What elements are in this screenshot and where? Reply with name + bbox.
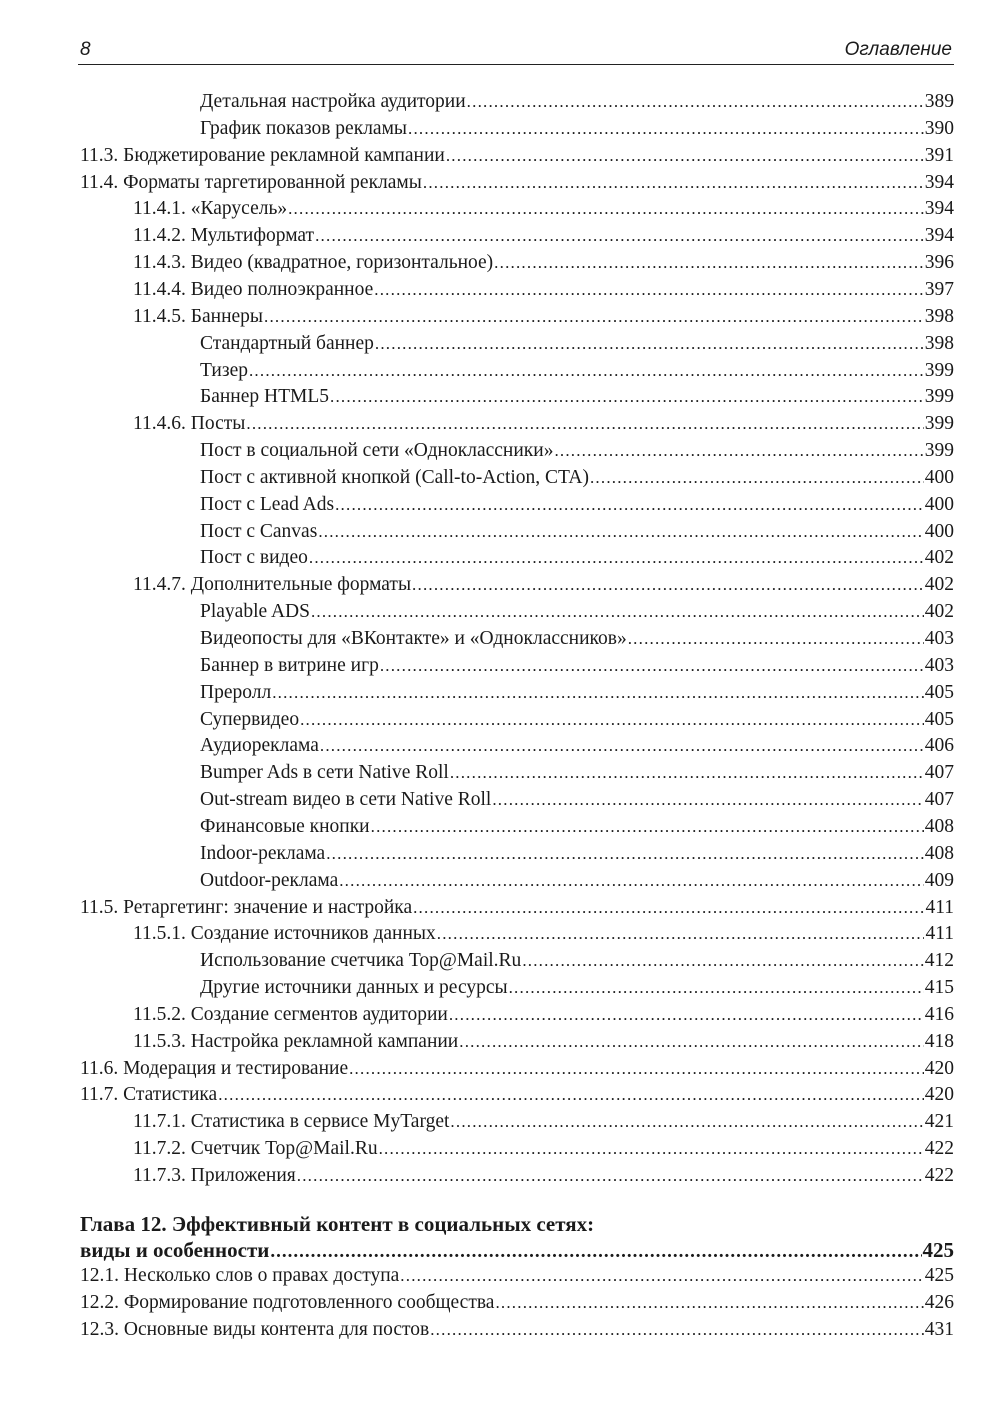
toc-entry-page: 397 [924, 278, 954, 300]
toc-entry-page: 420 [924, 1057, 954, 1079]
dot-leader [379, 1136, 924, 1162]
toc-entry-title: 11.5. Ретаргетинг: значение и настройка [80, 896, 413, 918]
toc-entry-title: Детальная настройка аудитории [200, 91, 466, 112]
toc-entry-page: 421 [924, 1111, 954, 1133]
toc-entry-title: Playable ADS [200, 601, 310, 623]
toc-entry-page: 420 [924, 1084, 954, 1106]
toc-entry[interactable] [200, 519, 954, 545]
toc-entry[interactable] [200, 331, 954, 357]
toc-entry[interactable] [133, 1002, 954, 1028]
dot-leader [288, 196, 924, 222]
dot-leader [509, 975, 924, 1001]
dot-leader [430, 1317, 924, 1343]
toc-entry-page: 391 [924, 144, 954, 166]
toc-entry-title: 11.5.3. Настройка рекламной кампании [133, 1030, 459, 1052]
toc-entry-page: 407 [924, 789, 954, 811]
toc-entry-page: 402 [924, 547, 954, 569]
toc-entry-title: Баннер HTML5 [200, 386, 329, 408]
toc-entry[interactable] [200, 680, 954, 706]
toc-entry-title: Финансовые кнопки [200, 815, 370, 837]
dot-leader [326, 841, 924, 867]
toc-entry[interactable] [133, 277, 954, 303]
page-header [78, 34, 954, 65]
toc-entry-page: 412 [924, 950, 954, 972]
toc-entry-title: Преролл [200, 681, 272, 703]
toc-entry[interactable] [133, 921, 954, 947]
dot-leader [412, 572, 924, 598]
toc-entry-page: 400 [924, 520, 954, 542]
dot-leader [297, 1163, 924, 1189]
toc-entry-page: 408 [924, 842, 954, 864]
dot-leader [339, 868, 924, 894]
toc-entry-page: 399 [924, 413, 954, 435]
toc-entry-page: 426 [924, 1292, 954, 1313]
toc-entry-title: Пост в социальной сети «Одноклассники» [200, 440, 554, 462]
dot-leader [300, 707, 924, 733]
toc-entry-title: 11.4.4. Видео полноэкранное [133, 278, 374, 300]
dot-leader [249, 358, 924, 384]
toc-entry-page: 407 [924, 762, 954, 784]
toc-entry[interactable] [133, 250, 954, 276]
toc-entry-page: 396 [924, 252, 954, 274]
toc-entry[interactable] [133, 1163, 954, 1189]
toc-entry-page: 403 [924, 654, 954, 676]
toc-entry[interactable] [200, 465, 954, 491]
toc-entry-title: 12.3. Основные виды контента для постов [80, 1319, 430, 1340]
dot-leader [371, 814, 924, 840]
toc-entry-page: 416 [924, 1003, 954, 1025]
toc-entry-page: 403 [924, 628, 954, 649]
dot-leader [450, 1109, 923, 1135]
toc-entry[interactable] [200, 89, 954, 115]
dot-leader [423, 170, 924, 196]
dot-leader [492, 787, 923, 813]
toc-entry[interactable] [200, 841, 954, 867]
toc-entry[interactable] [200, 438, 954, 464]
dot-leader [309, 545, 924, 571]
toc-entry-title: Пост с Lead Ads [200, 493, 335, 515]
toc-entry[interactable] [200, 653, 954, 679]
dot-leader [450, 760, 924, 786]
dot-leader [330, 384, 924, 410]
toc-entry[interactable] [133, 1029, 954, 1055]
toc-entry[interactable] [133, 304, 954, 330]
dot-leader [522, 948, 923, 974]
dot-leader [628, 626, 924, 652]
toc-entry-title: Пост с активной кнопкой (Call-to-Action, CTA) [200, 466, 589, 488]
toc-entry-title: График показов рекламы [200, 117, 408, 139]
dot-leader [494, 250, 924, 276]
toc-entry-title: 11.3. Бюджетирование рекламной кампании [80, 144, 445, 166]
dot-leader [408, 116, 924, 142]
toc-entry[interactable] [80, 895, 954, 921]
toc-entry-title: Видеопосты для «ВКонтакте» и «Одноклассников» [200, 628, 627, 649]
toc-entry[interactable] [200, 626, 954, 652]
dot-leader [218, 1082, 924, 1108]
toc-entry-title: 11.7. Статистика [80, 1084, 218, 1106]
toc-entry-title: 12.2. Формирование подготовленного сообщества [80, 1292, 495, 1313]
toc-entry-page: 422 [924, 1138, 954, 1160]
toc-entry-title: 12.1. Несколько слов о правах доступа [80, 1265, 400, 1286]
toc-entry-title: Стандартный баннер [200, 332, 374, 354]
dot-leader [467, 89, 924, 115]
toc-entry-title: Пост с видео [200, 547, 308, 569]
toc-entry-title: Аудиореклама [200, 735, 319, 757]
toc-entry-page: 400 [924, 466, 954, 488]
dot-leader [400, 1263, 923, 1289]
toc-entry[interactable] [200, 492, 954, 518]
toc-entry[interactable] [80, 1290, 954, 1316]
toc-entry[interactable] [80, 170, 954, 196]
toc-entry-page: 425 [924, 1265, 954, 1286]
toc-entry-title: Пост с Canvas [200, 520, 318, 542]
chapter-title-line2: виды и особенности [80, 1238, 270, 1262]
toc-entry[interactable] [80, 1317, 954, 1343]
toc-entry-page: 409 [924, 869, 954, 891]
toc-entry-title: Баннер в витрине игр [200, 654, 379, 676]
dot-leader [375, 331, 924, 357]
toc-entry-title: Тизер [200, 359, 248, 381]
toc-entry[interactable] [80, 1263, 954, 1289]
dot-leader [311, 599, 924, 625]
toc-entry-page: 390 [924, 117, 954, 139]
toc-entry[interactable] [200, 358, 954, 384]
dot-leader [315, 223, 924, 249]
toc-entry-page: 431 [924, 1319, 954, 1340]
dot-leader [554, 438, 923, 464]
toc-entry-page: 415 [924, 977, 954, 999]
toc-entry-title: 11.6. Модерация и тестирование [80, 1057, 349, 1079]
toc-entry-title: 11.4.3. Видео (квадратное, горизонтальное) [133, 252, 494, 274]
dot-leader [349, 1056, 924, 1082]
toc-entry-page: 411 [925, 896, 954, 918]
toc-entry-page: 422 [924, 1165, 954, 1186]
dot-leader [272, 680, 924, 706]
toc-entry-title: 11.4.7. Дополнительные форматы [133, 574, 412, 596]
toc-entry-title: Outdoor-реклама [200, 869, 339, 891]
dot-leader [335, 492, 924, 518]
toc-entry[interactable] [200, 599, 954, 625]
toc-entry-title: Супервидео [200, 708, 300, 730]
toc-entry-page: 399 [924, 359, 954, 381]
toc-entry-page: 389 [924, 91, 954, 112]
toc-entry[interactable] [80, 1082, 954, 1108]
dot-leader [495, 1290, 923, 1316]
dot-leader [246, 411, 923, 437]
toc-entry-title: 11.4.2. Мультиформат [133, 225, 315, 247]
dot-leader [446, 143, 924, 169]
toc-entry[interactable] [80, 1056, 954, 1082]
toc-entry-title: Bumper Ads в сети Native Roll [200, 762, 449, 784]
toc-entry-page: 402 [924, 574, 954, 596]
toc-entry-page: 400 [924, 493, 954, 515]
toc-entry-title: 11.4.1. «Карусель» [133, 198, 288, 220]
dot-leader [374, 277, 923, 303]
dot-leader [590, 465, 924, 491]
toc-entry[interactable] [200, 814, 954, 840]
chapter-title-line1: Глава 12. Эффективный контент в социальных сетях: [80, 1212, 595, 1236]
toc-entry-title: 11.7.1. Статистика в сервисе MyTarget [133, 1111, 450, 1133]
dot-leader [437, 921, 925, 947]
toc-entry-page: 399 [924, 386, 954, 408]
dot-leader [413, 895, 924, 921]
toc-entry[interactable] [133, 1136, 954, 1162]
dot-leader [320, 733, 924, 759]
toc-entry-page: 418 [924, 1030, 954, 1052]
toc-entry-page: 411 [925, 923, 954, 945]
dot-leader [459, 1029, 924, 1055]
chapter-title-row[interactable] [80, 1237, 954, 1263]
toc-entry-title: Другие источники данных и ресурсы [200, 977, 508, 999]
toc-entry-page: 398 [924, 332, 954, 354]
toc-entry-title: Out-stream видео в сети Native Roll [200, 789, 492, 811]
toc-entry[interactable] [200, 975, 954, 1001]
toc-entry[interactable] [133, 196, 954, 222]
toc-entry[interactable] [200, 116, 954, 142]
toc-entry[interactable] [200, 948, 954, 974]
toc-entry-page: 408 [924, 815, 954, 837]
toc-entry[interactable] [200, 733, 954, 759]
toc-entry[interactable] [200, 384, 954, 410]
toc-entry[interactable] [80, 143, 954, 169]
toc-entry-page: 398 [924, 305, 954, 327]
toc-entry[interactable] [133, 1109, 954, 1135]
toc-entry[interactable] [133, 223, 954, 249]
toc-entry[interactable] [133, 411, 954, 437]
toc-entry-page: 405 [924, 708, 954, 730]
toc-entry-title: 11.5.2. Создание сегментов аудитории [133, 1003, 448, 1025]
toc-entry-page: 399 [924, 440, 954, 462]
toc-entry[interactable] [200, 707, 954, 733]
toc-entry-title: Использование счетчика Top@Mail.Ru [200, 950, 522, 972]
page-number: 8 [80, 39, 91, 60]
toc-entry-title: 11.4.5. Баннеры [133, 305, 264, 327]
toc-entry[interactable] [200, 545, 954, 571]
dot-leader [264, 304, 924, 330]
toc-entry-page: 394 [924, 225, 954, 247]
dot-leader [380, 653, 924, 679]
chapter-page-number: 425 [922, 1238, 954, 1262]
toc-entry[interactable] [133, 572, 954, 598]
dot-leader [449, 1002, 924, 1028]
toc-entry-page: 405 [924, 681, 954, 703]
dot-leader [318, 519, 923, 545]
dot-leader [270, 1239, 921, 1265]
toc-entry-page: 402 [924, 601, 954, 623]
toc-entry-title: 11.4. Форматы таргетированной рекламы [80, 171, 422, 193]
toc-entry-title: 11.4.6. Посты [133, 413, 246, 435]
toc-entry-title: 11.7.3. Приложения [133, 1165, 296, 1186]
toc-entry-page: 406 [924, 735, 954, 757]
toc-entry-page: 394 [924, 171, 954, 193]
running-title: Оглавление [844, 39, 952, 60]
toc-entry[interactable] [200, 787, 954, 813]
toc-entry-title: 11.7.2. Счетчик Top@Mail.Ru [133, 1138, 378, 1160]
toc-entry-page: 394 [924, 198, 954, 220]
toc-entry-title: Indoor-реклама [200, 842, 326, 864]
toc-entry[interactable] [200, 760, 954, 786]
toc-entry[interactable] [200, 868, 954, 894]
toc-entry-title: 11.5.1. Создание источников данных [133, 923, 436, 945]
